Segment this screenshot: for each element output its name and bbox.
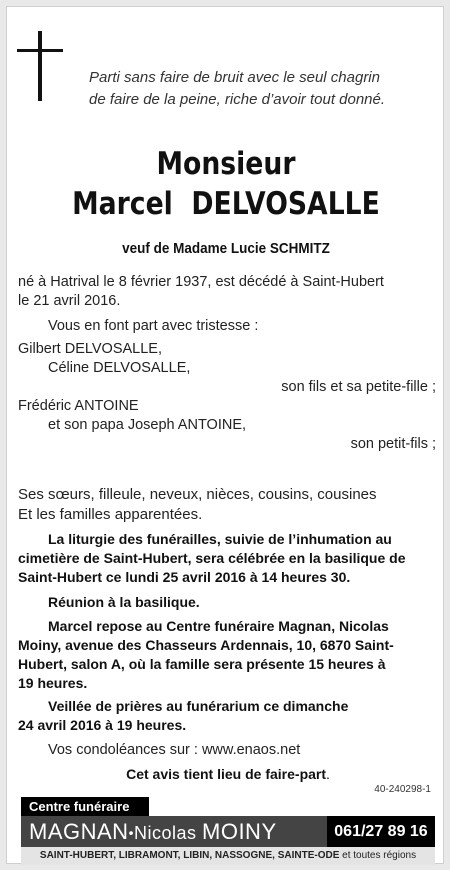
text-line: cimetière de Saint-Hubert, sera célébrée en la basilique de xyxy=(18,550,406,566)
family-relation: son petit-fils ; xyxy=(350,436,436,452)
text-line: Moiny, avenue des Chasseurs Ardennais, 10, 6870 Saint- xyxy=(18,637,394,653)
family-member: Céline DELVOSALLE, xyxy=(48,360,191,376)
text-line: Et les familles apparentées. xyxy=(18,506,203,523)
text-line: Ses sœurs, filleule, neveux, nièces, cousins, cousines xyxy=(18,486,377,503)
funeral-center-name xyxy=(29,816,277,849)
cross-icon xyxy=(17,31,63,101)
bullet-icon: • xyxy=(128,824,134,841)
locations-suffix: et toutes régions xyxy=(339,850,417,861)
brand-name: MAGNAN xyxy=(29,819,129,844)
funeral-center-banner xyxy=(21,816,435,847)
director-first-name: Nicolas xyxy=(133,823,202,843)
family-list xyxy=(18,340,436,454)
condolences-link[interactable]: Vos condoléances sur : www.enaos.net xyxy=(48,742,301,758)
family-relation: son fils et sa petite-fille ; xyxy=(281,379,436,395)
text-line: Marcel repose au Centre funéraire Magnan, Nicolas xyxy=(48,618,389,634)
condolences-text xyxy=(18,741,436,760)
obituary-notice xyxy=(6,6,444,864)
family-member: et son papa Joseph ANTOINE, xyxy=(48,417,247,433)
meeting-text xyxy=(18,593,438,612)
text-line: La liturgie des funérailles, suivie de l’inhumation au xyxy=(48,531,392,547)
text-line: 24 avril 2016 à 19 heures. xyxy=(18,717,187,733)
phone-number[interactable]: 061/27 89 16 xyxy=(327,816,435,847)
director-last-name: MOINY xyxy=(202,819,277,844)
vigil-text xyxy=(18,697,438,735)
notice-text xyxy=(18,765,438,784)
funeral-center-tag: Centre funéraire xyxy=(21,797,149,816)
relatives-text xyxy=(18,485,436,525)
text-line: né à Hatrival le 8 février 1937, est décédé à Saint-Hubert xyxy=(18,274,384,290)
text-line: Réunion à la basilique. xyxy=(48,594,200,610)
deceased-title: Monsieur xyxy=(156,146,296,182)
family-member: Gilbert DELVOSALLE, xyxy=(18,341,162,357)
notice-period: . xyxy=(326,766,330,782)
deceased-name: Marcel DELVOSALLE xyxy=(72,186,380,222)
notice-line: Cet avis tient lieu de faire-part xyxy=(126,766,327,782)
text-line: le 21 avril 2016. xyxy=(18,293,121,309)
liturgy-text xyxy=(18,530,438,587)
text-line: Hubert, salon A, où la famille sera présente 15 heures à xyxy=(18,656,386,672)
reference-number: 40-240298-1 xyxy=(374,784,431,795)
text-line: Saint-Hubert ce lundi 25 avril 2016 à 14 heures 30. xyxy=(18,569,351,585)
announcement xyxy=(18,317,436,336)
rest-text xyxy=(18,617,438,693)
birth-death-text xyxy=(18,273,436,311)
locations-strip xyxy=(21,847,435,865)
family-member: Frédéric ANTOINE xyxy=(18,398,139,414)
text-line: 19 heures. xyxy=(18,675,88,691)
epitaph-poem xyxy=(89,67,434,111)
text-line: Veillée de prières au funérarium ce dimanche xyxy=(48,698,349,714)
widow-of: veuf de Madame Lucie SCHMITZ xyxy=(122,240,330,257)
locations-list: SAINT-HUBERT, LIBRAMONT, LIBIN, NASSOGNE, SAINTE-ODE xyxy=(39,850,340,861)
text-line: Vous en font part avec tristesse : xyxy=(48,318,259,334)
poem-line: de faire de la peine, riche d’avoir tout donné. xyxy=(89,91,386,108)
poem-line: Parti sans faire de bruit avec le seul chagrin xyxy=(89,69,380,86)
